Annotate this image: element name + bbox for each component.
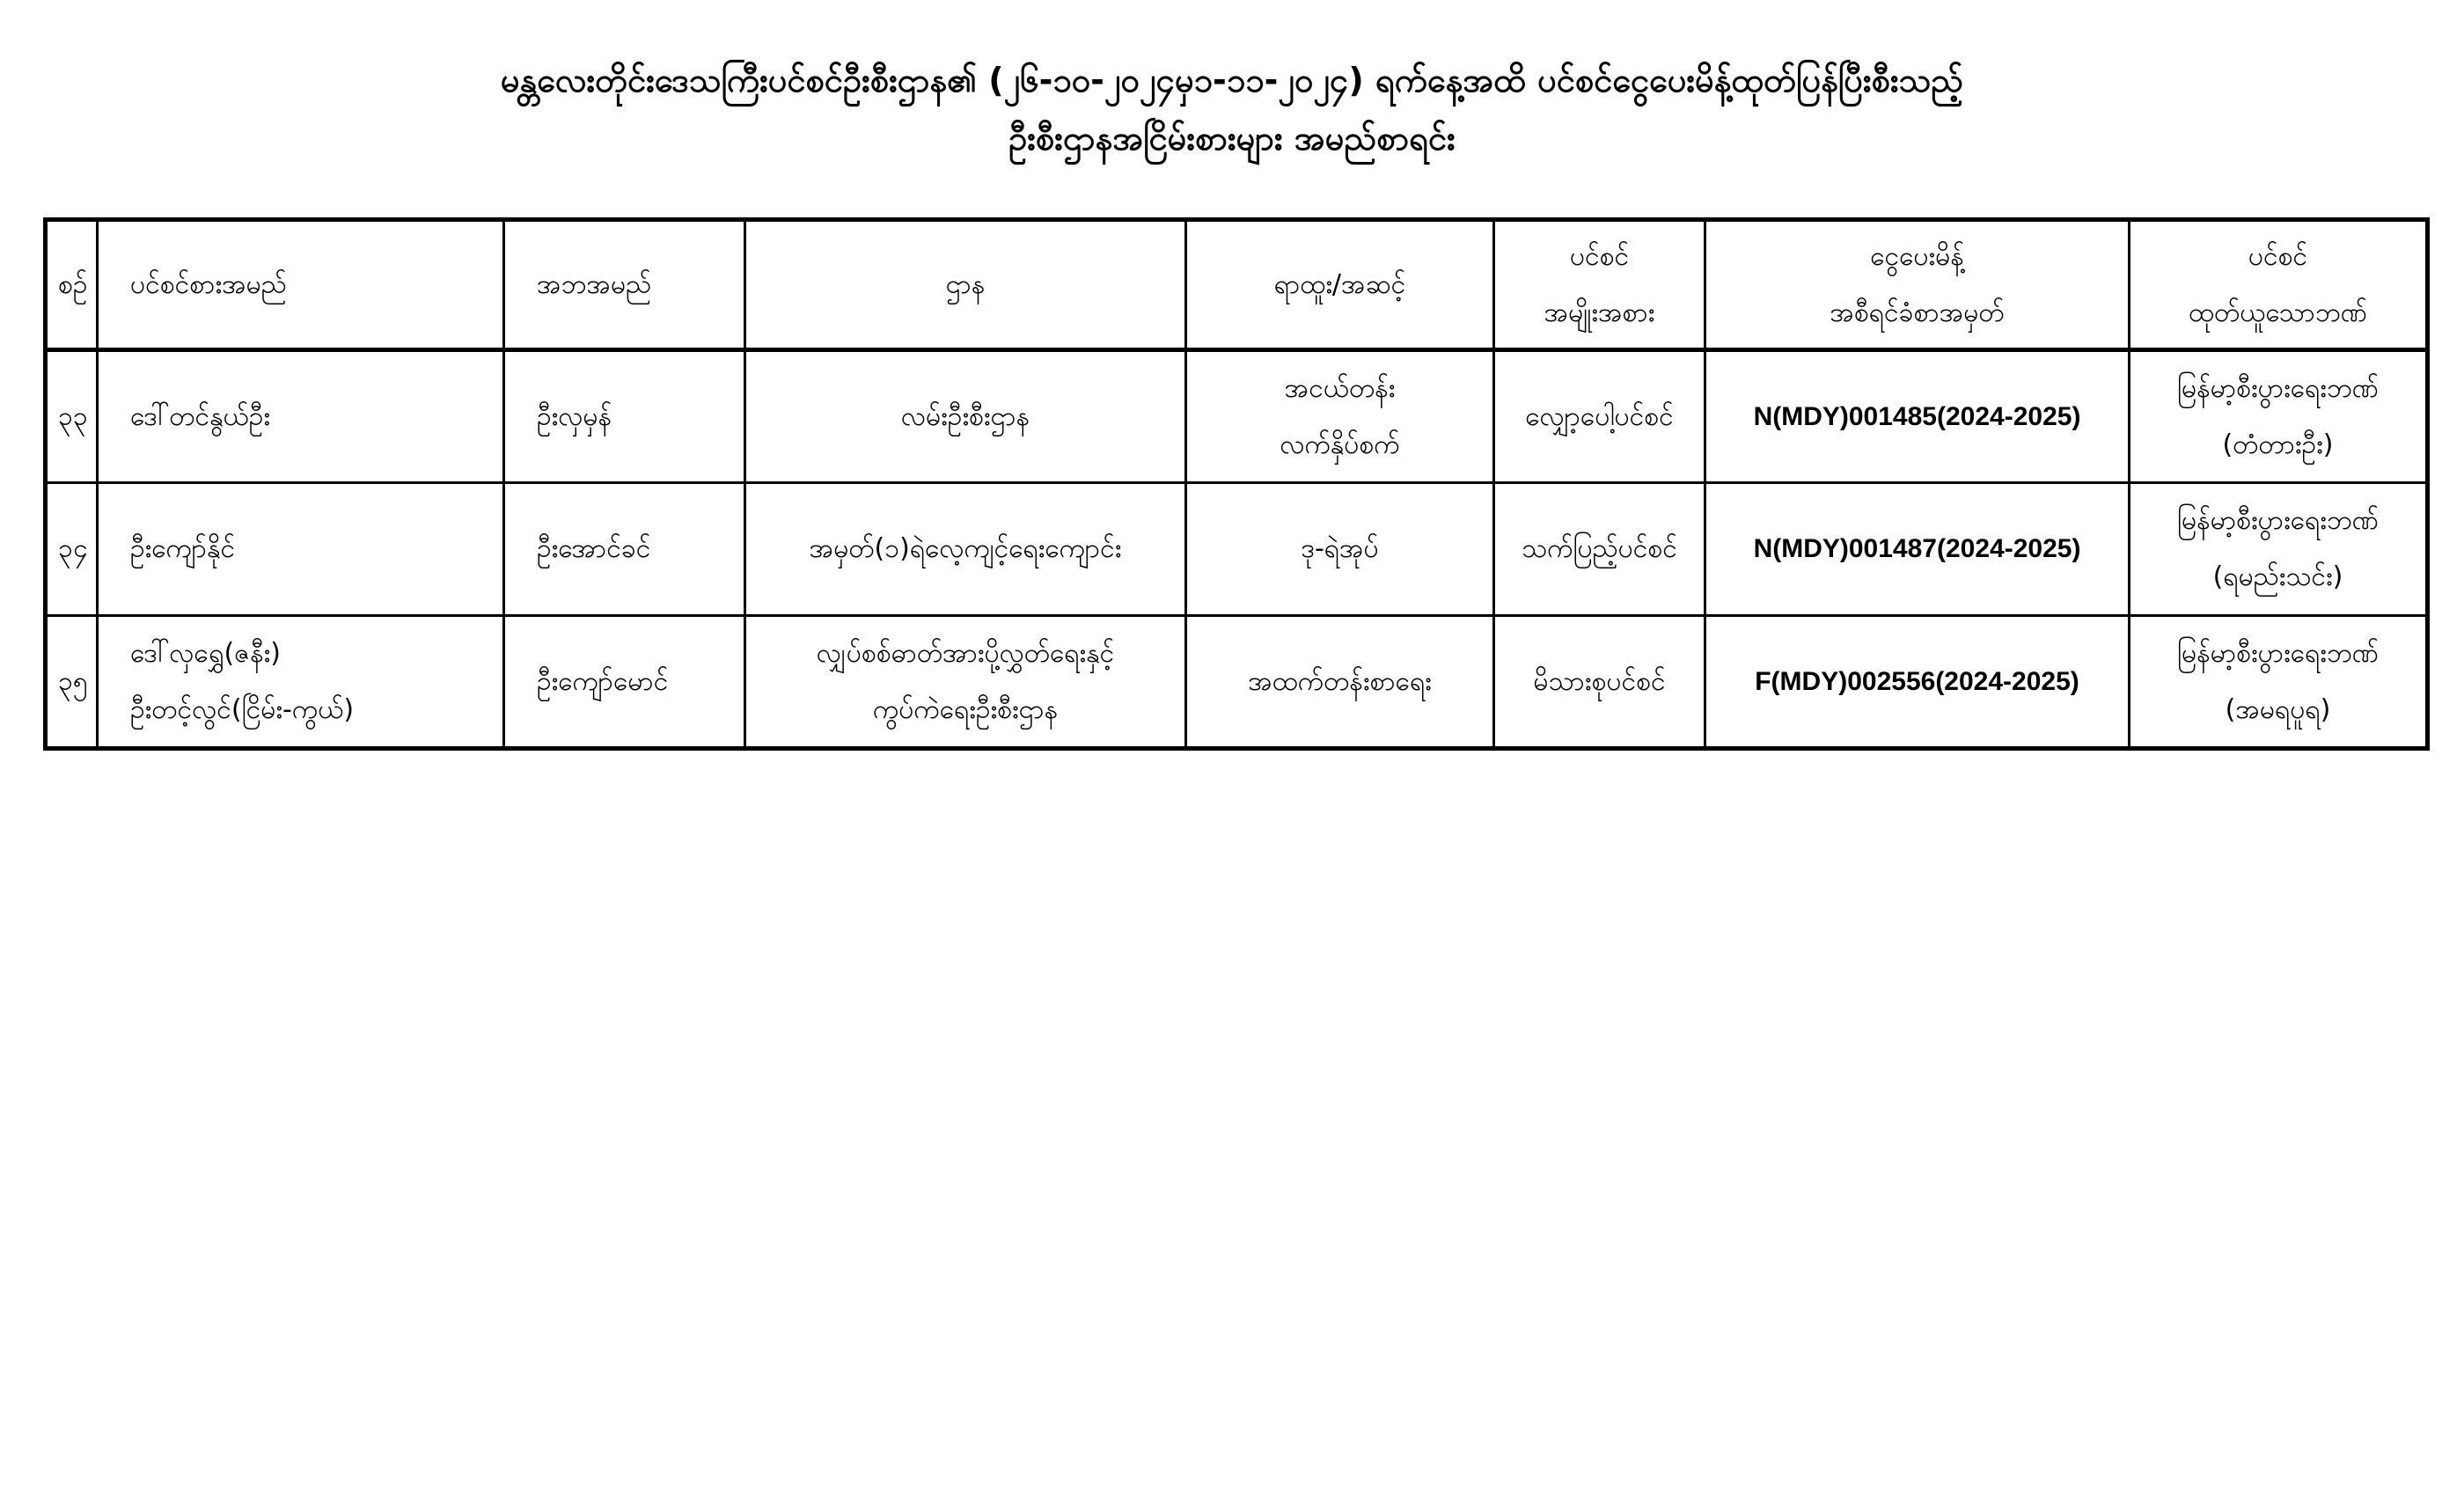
department-line2: ကွပ်ကဲရေးဦးစီးဌာန [872,693,1059,725]
header-order-no [1705,220,2130,350]
table-row [46,616,2428,749]
bank-line1: မြန်မာ့စီးပွားရေးဘဏ် [2177,637,2379,669]
order-no-cell: F(MDY)002556(2024-2025) [1705,616,2130,749]
title-line-1: မန္တလေးတိုင်းဒေသကြီးပင်စင်ဦးစီးဌာန၏ (၂၆-၁၀-၂၀၂၄မှ၁-၁၁-၂၀၂၄) ရက်နေ့အထိ ပင်စင်ငွေပေးမိန့်ထုတ်ပြန်ပြီးစီးသည့် [500,61,1964,99]
rank-line1: အငယ်တန်း [1284,372,1396,404]
table-row [46,350,2428,483]
bank-line1: မြန်မာ့စီးပွားရေးဘဏ် [2177,372,2379,404]
header-pension-type-line2: အမျိုးအစား [1544,297,1655,328]
header-department: ဌာန [745,220,1186,350]
pension-type-cell: သက်ပြည့်ပင်စင် [1494,483,1705,616]
header-rank: ရာထူး/အဆင့် [1186,220,1494,350]
title-line-2: ဦးစီးဌာနအငြိမ်းစားများ အမည်စာရင်း [1008,119,1456,158]
header-order-no-line1: ငွေပေးမိန့် [1870,240,1964,272]
department-cell: လမ်းဦးစီးဌာန [745,350,1186,483]
bank-line1: မြန်မာ့စီးပွားရေးဘဏ် [2177,505,2379,536]
bank-cell [2130,350,2428,483]
pensioner-name-cell [98,350,504,483]
pension-type-cell: လျှော့ပေါ့ပင်စင် [1494,350,1705,483]
pensioner-name-line2: ဦးတင့်လွင်(ငြိမ်း-ကွယ်) [130,693,355,725]
pensioner-name-cell [98,616,504,749]
bank-line2: (တံတားဦး) [2222,429,2334,460]
header-paying-bank-line2: ထုတ်ယူသောဘဏ် [2189,297,2367,328]
pensioner-name: ဒေါ်တင်နွယ်ဦး [130,400,271,432]
rank-cell: ဒု-ရဲအုပ် [1186,483,1494,616]
department-cell: အမှတ်(၁)ရဲလေ့ကျင့်ရေးကျောင်း [745,483,1186,616]
rank-cell [1186,350,1494,483]
pensioners-table [43,217,2430,751]
header-father-name: အဘအမည် [504,220,745,350]
order-no-cell: N(MDY)001487(2024-2025) [1705,483,2130,616]
header-paying-bank [2130,220,2428,350]
pensioner-name-line1: ဒေါ်လှရွှေ(ဇနီး) [130,637,281,669]
row-number: ၃၃ [46,350,98,483]
table-header [46,220,2428,350]
department-cell [745,616,1186,749]
row-number: ၃၄ [46,483,98,616]
header-no: စဉ် [46,220,98,350]
department-line1: လျှပ်စစ်ဓာတ်အားပို့လွှတ်ရေးနှင့် [816,637,1115,669]
bank-line2: (အမရပူရ) [2225,693,2331,725]
row-number: ၃၅ [46,616,98,749]
order-no-cell: N(MDY)001485(2024-2025) [1705,350,2130,483]
header-pensioner-name: ပင်စင်စားအမည် [98,220,504,350]
bank-line2: (ရမည်းသင်း) [2212,561,2343,592]
table-row [46,483,2428,616]
father-name-cell: ဦးလှမှန် [504,350,745,483]
header-row [46,220,2428,350]
bank-cell [2130,616,2428,749]
pensioner-name-cell: ဦးကျော်နိုင် [98,483,504,616]
header-pension-type [1494,220,1705,350]
table-body [46,350,2428,749]
document-title [0,51,2464,167]
bank-cell [2130,483,2428,616]
father-name-cell: ဦးကျော်မောင် [504,616,745,749]
rank-cell: အထက်တန်းစာရေး [1186,616,1494,749]
rank-line2: လက်နှိပ်စက် [1280,429,1400,460]
header-paying-bank-line1: ပင်စင် [2248,240,2308,272]
father-name-cell: ဦးအောင်ခင် [504,483,745,616]
header-pension-type-line1: ပင်စင် [1569,240,1630,272]
pension-type-cell: မိသားစုပင်စင် [1494,616,1705,749]
header-order-no-line2: အစီရင်ခံစာအမှတ် [1830,297,2005,328]
